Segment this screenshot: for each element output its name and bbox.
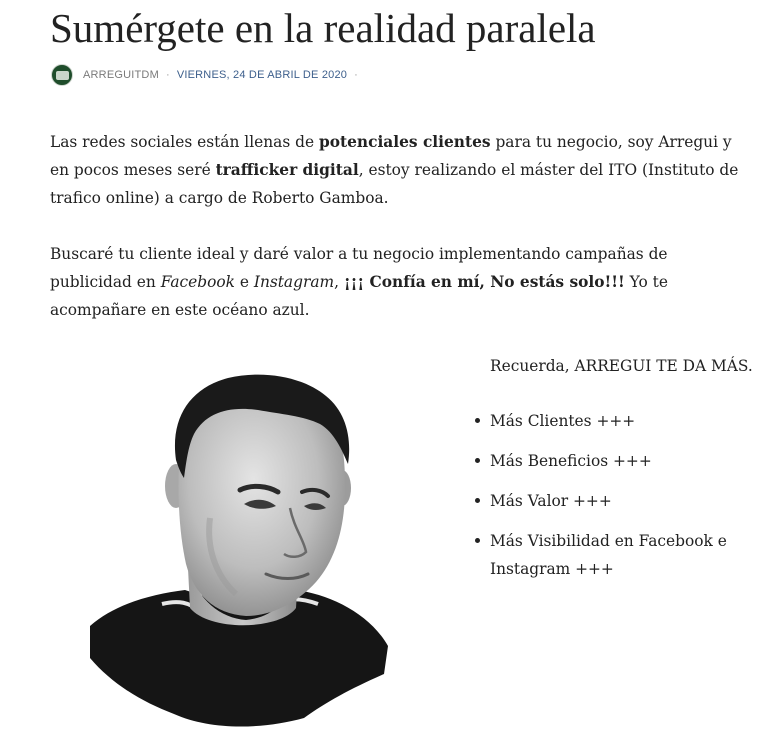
meta-separator: · (165, 69, 170, 81)
reminder-text: Recuerda, ARREGUI TE DA MÁS. (490, 357, 753, 375)
p2-text-2: e (234, 273, 254, 291)
p2-text-4: Yo te acompañare en este océano azul. (50, 273, 668, 319)
benefit-item-value (472, 487, 762, 515)
p2-text-3: , (334, 273, 344, 291)
benefits-list (472, 407, 762, 595)
p2-italic-instagram: Instagram (253, 273, 335, 291)
p1-text-1: Las redes sociales están llenas de (50, 133, 319, 151)
benefit-item-clients (472, 407, 762, 435)
bullet-icon (475, 458, 480, 463)
p2-italic-facebook: Facebook (160, 273, 235, 291)
author-portrait-photo (90, 368, 388, 730)
p1-text-3: , estoy realizando el máster del ITO (Instituto de trafico online) a cargo de Roberto Gamboa. (50, 161, 739, 207)
benefit-item-visibility (472, 527, 762, 583)
bullet-icon (475, 538, 480, 543)
p2-text-1: Buscaré tu cliente ideal y daré valor a tu negocio implementando campañas de publicidad en (50, 245, 668, 291)
benefit-label: Más Clientes +++ (490, 412, 636, 430)
bullet-icon (475, 498, 480, 503)
benefit-label: Más Visibilidad en Facebook e Instagram +++ (490, 532, 727, 578)
p1-bold-trafficker: trafficker digital (215, 161, 359, 179)
benefit-label: Más Valor +++ (490, 492, 612, 510)
author-link[interactable]: ARREGUITDM (83, 69, 159, 81)
avatar-logo-icon (56, 71, 69, 80)
benefit-label: Más Beneficios +++ (490, 452, 652, 470)
p1-text-2: para tu negocio, soy Arregui y en pocos meses seré (50, 133, 732, 179)
author-avatar[interactable] (51, 64, 73, 86)
bullet-icon (475, 418, 480, 423)
meta-separator-trailing: · (354, 69, 358, 81)
p1-bold-potential-clients: potenciales clientes (318, 133, 491, 151)
intro-paragraph (50, 128, 750, 212)
post-date[interactable]: VIERNES, 24 DE ABRIL DE 2020 (176, 69, 348, 81)
value-paragraph (50, 240, 750, 324)
p2-bold-trust: ¡¡¡ Confía en mí, No estás solo!!! (343, 273, 625, 291)
benefit-item-profits (472, 447, 762, 475)
post-meta (51, 63, 365, 87)
post-title[interactable]: Sumérgete en la realidad paralela (50, 5, 596, 51)
